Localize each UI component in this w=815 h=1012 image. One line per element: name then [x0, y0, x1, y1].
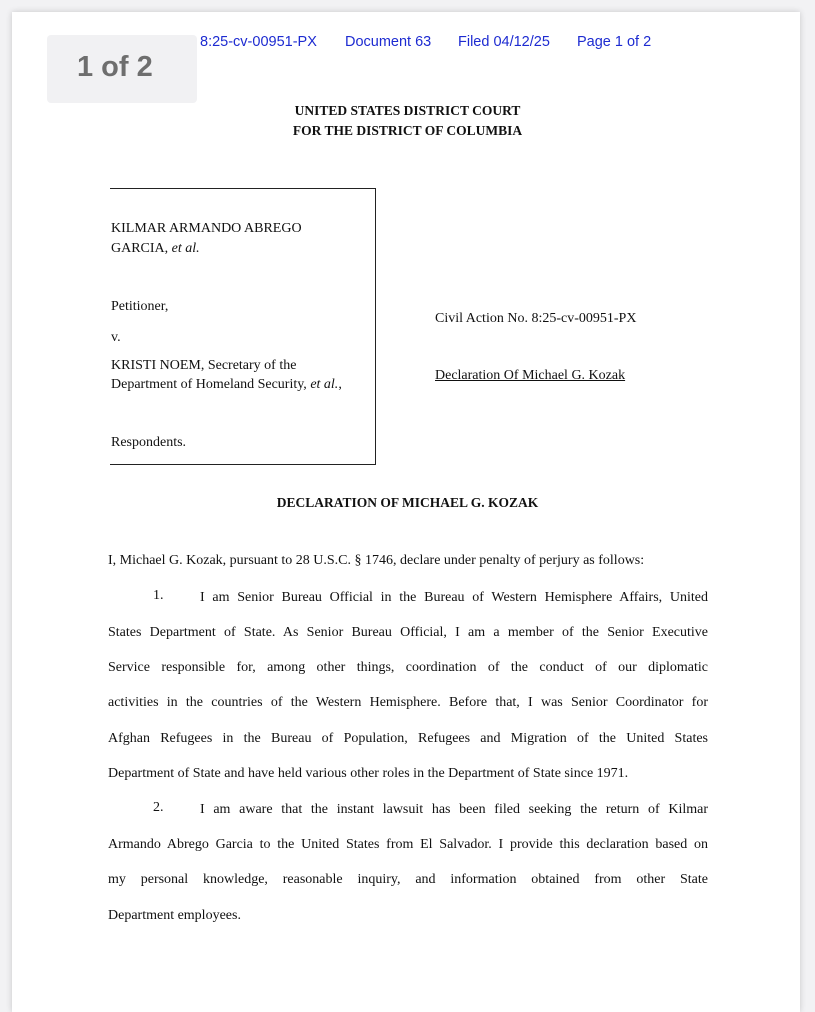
- paragraph-1-line: Department of State and have held various other roles in the Department of State since 1971.: [108, 766, 629, 781]
- petitioner-name-line-2: GARCIA, et al.: [111, 241, 200, 256]
- court-line-1: UNITED STATES DISTRICT COURT: [294, 103, 521, 118]
- paragraph-1-number: 1.: [153, 588, 164, 603]
- paragraph-2-line: I am aware that the instant lawsuit has been filed seeking the return of Kilmar: [200, 802, 708, 817]
- paragraph-1-line: activities in the countries of the Western Hemisphere. Before that, I was Senior Coordinator for: [108, 695, 708, 710]
- declaration-link: Declaration Of Michael G. Kozak: [435, 368, 626, 383]
- petitioner-name-line-1: KILMAR ARMANDO ABREGO: [111, 221, 302, 236]
- paragraph-2-line: Armando Abrego Garcia to the United States from El Salvador. I provide this declaration based on: [108, 837, 708, 852]
- declaration-title: DECLARATION OF MICHAEL G. KOZAK: [276, 495, 539, 510]
- page-indicator-text: 1 of 2: [77, 51, 153, 83]
- court-heading: [0, 101, 815, 141]
- versus: v.: [111, 330, 121, 345]
- header-case-number: 8:25-cv-00951-PX: [200, 34, 317, 50]
- petitioner-label: Petitioner,: [111, 299, 169, 314]
- intro-paragraph: I, Michael G. Kozak, pursuant to 28 U.S.C. § 1746, declare under penalty of perjury as follows:: [108, 553, 645, 568]
- civil-action-number: Civil Action No. 8:25-cv-00951-PX: [435, 311, 637, 326]
- paragraph-2-line: Department employees.: [108, 908, 241, 923]
- respondent-line-1: KRISTI NOEM, Secretary of the: [111, 358, 297, 373]
- header-filed: Filed 04/12/25: [458, 34, 550, 50]
- paragraph-2-line: my personal knowledge, reasonable inquiry, and information obtained from other State: [108, 872, 708, 887]
- paragraph-1-line: Afghan Refugees in the Bureau of Population, Refugees and Migration of the United States: [108, 731, 708, 746]
- paragraph-1-line: Service responsible for, among other things, coordination of the conduct of our diplomatic: [108, 660, 708, 675]
- document-page: [12, 12, 800, 1012]
- paragraph-2-number: 2.: [153, 800, 164, 815]
- court-line-2: FOR THE DISTRICT OF COLUMBIA: [292, 123, 523, 138]
- paragraph-1-line: States Department of State. As Senior Bureau Official, I am a member of the Senior Executive: [108, 625, 708, 640]
- paragraph-1-line: I am Senior Bureau Official in the Bureau of Western Hemisphere Affairs, United: [200, 590, 708, 605]
- header-page: Page 1 of 2: [577, 34, 652, 50]
- header-document: Document 63: [345, 34, 432, 50]
- ecf-header: [0, 34, 815, 54]
- respondents-label: Respondents.: [111, 435, 187, 450]
- respondent-line-2: Department of Homeland Security, et al.,: [111, 377, 342, 392]
